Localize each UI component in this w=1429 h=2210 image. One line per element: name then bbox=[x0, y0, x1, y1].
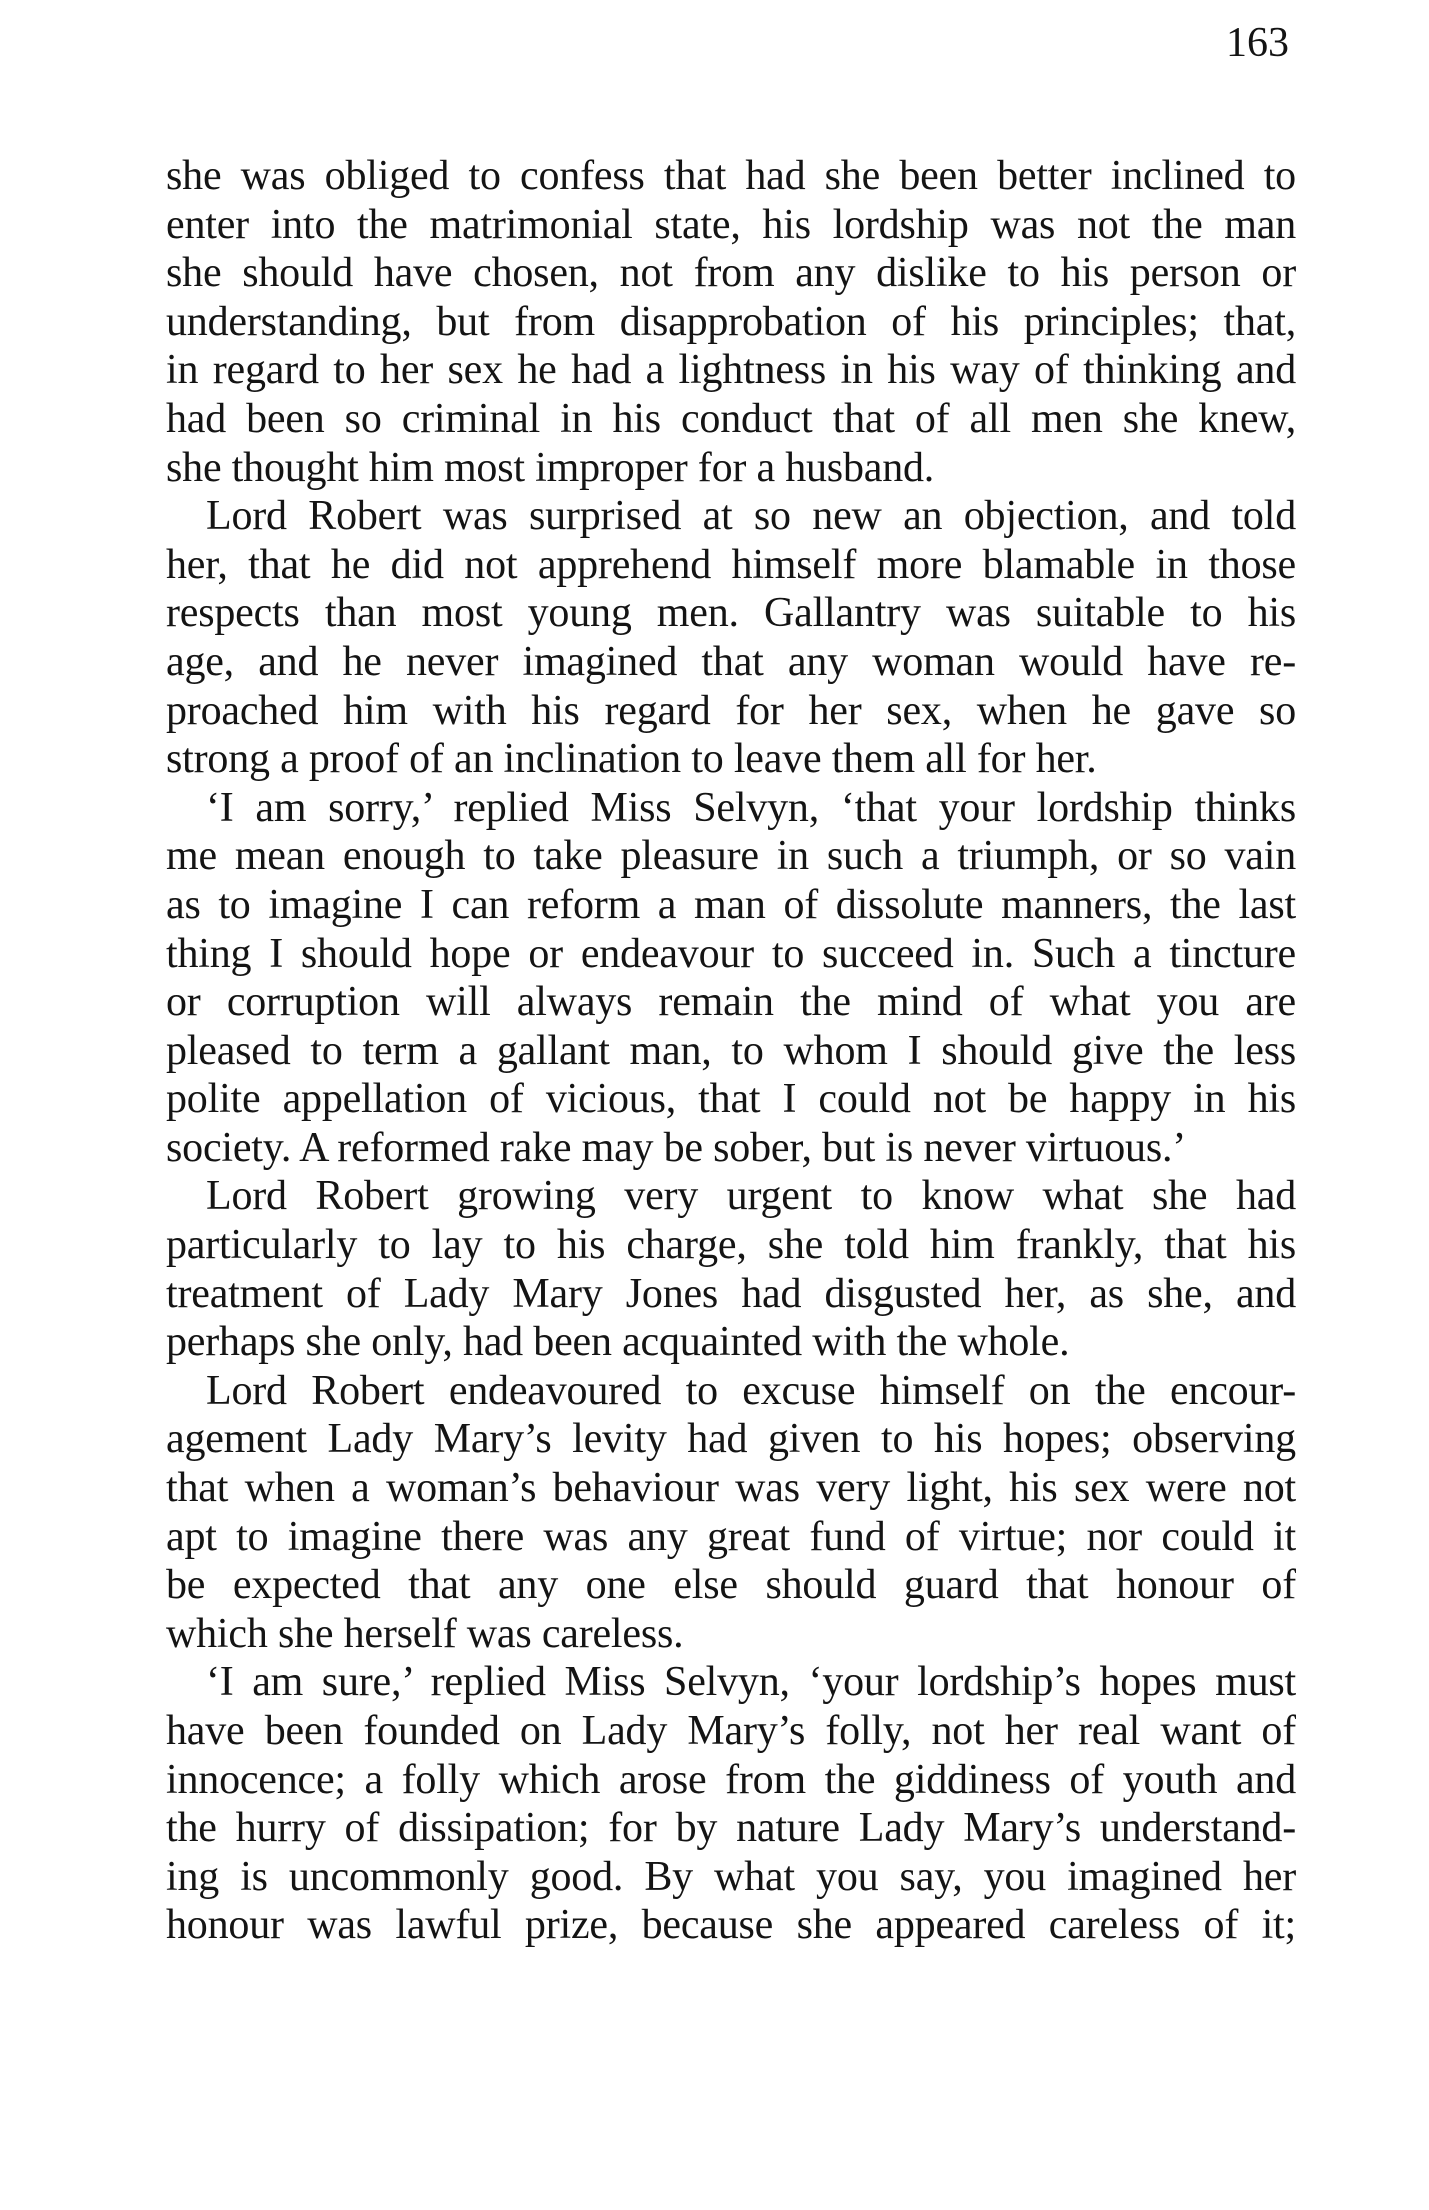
text-line: Lord Robert growing very urgent to know what she had bbox=[206, 1173, 1296, 1220]
text-line: or corruption will always remain the mind of what you are bbox=[166, 979, 1296, 1026]
text-line: strong a proof of an inclination to leave them all for her. bbox=[166, 736, 1097, 783]
text-line: ing is uncommonly good. By what you say, you imagined her bbox=[166, 1853, 1296, 1900]
text-line: that when a woman’s behaviour was very light, his sex were not bbox=[166, 1465, 1296, 1512]
text-line: perhaps she only, had been acquainted with the whole. bbox=[166, 1319, 1070, 1366]
page-number: 163 bbox=[1226, 20, 1289, 66]
text-line: she should have chosen, not from any dislike to his person or bbox=[166, 250, 1296, 297]
text-line: which she herself was careless. bbox=[166, 1610, 684, 1657]
text-line: particularly to lay to his charge, she told him frankly, that his bbox=[166, 1222, 1296, 1269]
text-line: ‘I am sure,’ replied Miss Selvyn, ‘your lordship’s hopes must bbox=[206, 1659, 1296, 1706]
text-line: the hurry of dissipation; for by nature Lady Mary’s understand- bbox=[166, 1805, 1296, 1852]
paragraph bbox=[166, 492, 1296, 784]
paragraph bbox=[166, 1367, 1296, 1659]
text-line: apt to imagine there was any great fund of virtue; nor could it bbox=[166, 1513, 1296, 1560]
text-line: thing I should hope or endeavour to succeed in. Such a tincture bbox=[166, 930, 1296, 977]
text-line: as to imagine I can reform a man of dissolute manners, the last bbox=[166, 881, 1296, 928]
text-line: in regard to her sex he had a lightness in his way of thinking and bbox=[166, 347, 1296, 394]
text-line: Lord Robert endeavoured to excuse himself on the encour- bbox=[206, 1367, 1296, 1414]
paragraph bbox=[166, 1172, 1296, 1366]
text-line: her, that he did not apprehend himself more blamable in those bbox=[166, 541, 1296, 588]
paragraph bbox=[166, 1658, 1296, 1950]
text-line: had been so criminal in his conduct that of all men she knew, bbox=[166, 395, 1296, 442]
text-line: Lord Robert was surprised at so new an objection, and told bbox=[206, 493, 1296, 540]
text-line: age, and he never imagined that any woman would have re- bbox=[166, 638, 1296, 685]
text-line: ‘I am sorry,’ replied Miss Selvyn, ‘that your lordship thinks bbox=[206, 784, 1296, 831]
text-line: be expected that any one else should guard that honour of bbox=[166, 1562, 1296, 1609]
text-line: proached him with his regard for her sex, when he gave so bbox=[166, 687, 1296, 734]
text-line: pleased to term a gallant man, to whom I should give the less bbox=[166, 1027, 1296, 1074]
text-line: society. A reformed rake may be sober, but is never virtuous.’ bbox=[166, 1124, 1187, 1171]
text-line: understanding, but from disapprobation of his principles; that, bbox=[166, 298, 1296, 345]
text-line: innocence; a folly which arose from the giddiness of youth and bbox=[166, 1756, 1296, 1803]
text-line: enter into the matrimonial state, his lordship was not the man bbox=[166, 201, 1296, 248]
text-line: have been founded on Lady Mary’s folly, not her real want of bbox=[166, 1708, 1296, 1754]
text-line: she thought him most improper for a husband. bbox=[166, 444, 935, 491]
text-line: agement Lady Mary’s levity had given to his hopes; observing bbox=[166, 1416, 1296, 1463]
text-line: me mean enough to take pleasure in such a triumph, or so vain bbox=[166, 833, 1296, 880]
body-text bbox=[166, 152, 1296, 1950]
text-line: she was obliged to confess that had she been better inclined to bbox=[166, 153, 1296, 199]
text-line: respects than most young men. Gallantry was suitable to his bbox=[166, 590, 1296, 637]
text-line: honour was lawful prize, because she appeared careless of it; bbox=[166, 1902, 1296, 1949]
paragraph bbox=[166, 784, 1296, 1173]
paragraph bbox=[166, 152, 1296, 492]
text-line: treatment of Lady Mary Jones had disgusted her, as she, and bbox=[166, 1270, 1296, 1317]
text-line: polite appellation of vicious, that I could not be happy in his bbox=[166, 1076, 1296, 1123]
